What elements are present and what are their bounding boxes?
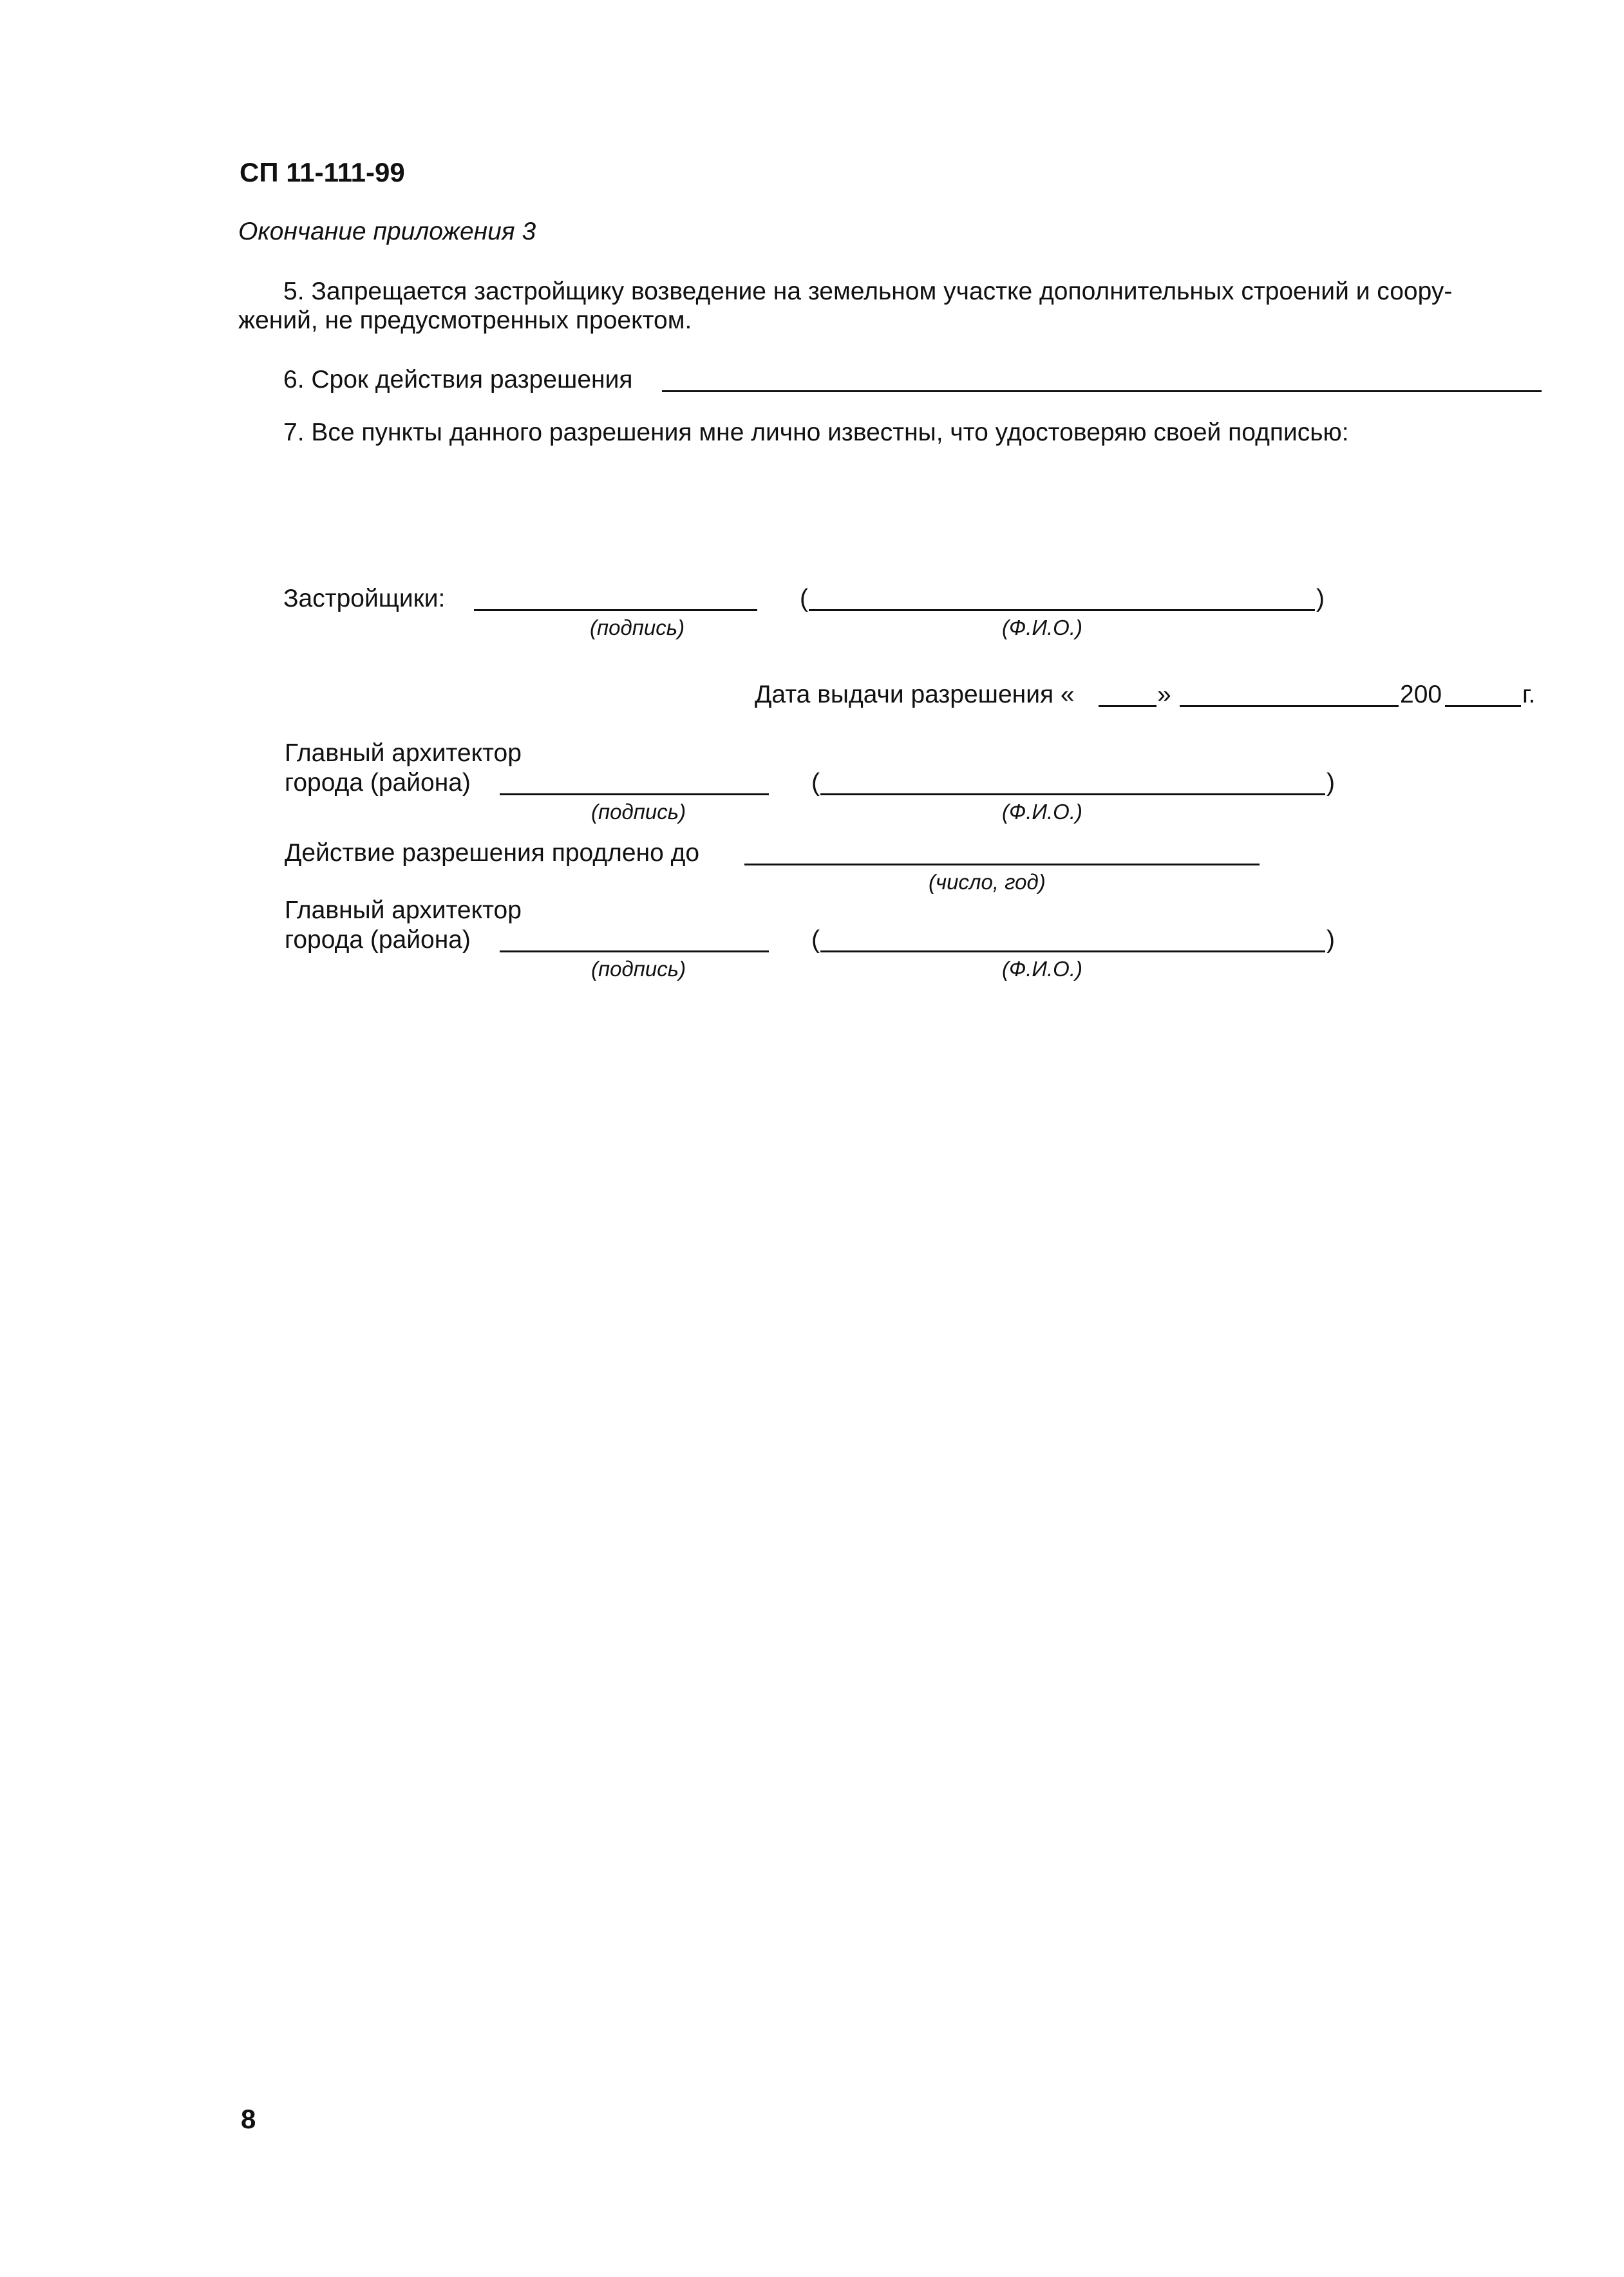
issue-year-suffix: г. xyxy=(1522,681,1536,708)
extension-caption: (число, год) xyxy=(929,870,1046,894)
developers-signature-caption: (подпись) xyxy=(590,616,685,639)
extension-label: Действие разрешения продлено до xyxy=(285,839,700,867)
developers-name-caption: (Ф.И.О.) xyxy=(1002,616,1082,639)
chief-architect-2-close-paren: ) xyxy=(1327,926,1335,954)
permit-term-field[interactable] xyxy=(662,390,1542,392)
chief-architect-2-label-line-1: Главный архитектор xyxy=(285,896,522,924)
chief-architect-1-label-line-2: города (района) xyxy=(285,769,471,797)
developers-open-paren: ( xyxy=(800,585,808,612)
extension-date-field[interactable] xyxy=(744,864,1260,865)
item-5-line-1: 5. Запрещается застройщику возведение на земельном участке дополнительных строений и соору- xyxy=(283,278,1453,305)
chief-architect-2-name-field[interactable] xyxy=(820,950,1325,952)
developers-close-paren: ) xyxy=(1316,585,1325,612)
chief-architect-1-label-line-1: Главный архитектор xyxy=(285,739,522,767)
chief-architect-1-close-paren: ) xyxy=(1327,769,1335,797)
issue-year-prefix: 200 xyxy=(1400,681,1442,708)
chief-architect-2-signature-caption: (подпись) xyxy=(591,957,686,981)
chief-architect-1-open-paren: ( xyxy=(811,769,820,797)
issue-year-field[interactable] xyxy=(1445,705,1521,707)
developers-signature-field[interactable] xyxy=(474,609,757,611)
developers-name-field[interactable] xyxy=(809,609,1315,611)
page-number: 8 xyxy=(241,2104,256,2134)
issue-date-quote-close: » xyxy=(1157,681,1171,708)
chief-architect-1-signature-field[interactable] xyxy=(500,793,769,795)
chief-architect-2-signature-field[interactable] xyxy=(500,950,769,952)
issue-month-field[interactable] xyxy=(1180,705,1399,707)
issue-day-field[interactable] xyxy=(1099,705,1157,707)
document-code: СП 11-111-99 xyxy=(240,157,405,187)
chief-architect-2-name-caption: (Ф.И.О.) xyxy=(1002,957,1082,981)
chief-architect-2-open-paren: ( xyxy=(811,926,820,954)
item-7-text: 7. Все пункты данного разрешения мне лично известны, что удостоверяю своей подписью: xyxy=(283,419,1349,446)
item-6-label: 6. Срок действия разрешения xyxy=(283,366,633,393)
chief-architect-1-name-field[interactable] xyxy=(820,793,1325,795)
chief-architect-1-signature-caption: (подпись) xyxy=(591,800,686,824)
chief-architect-2-label-line-2: города (района) xyxy=(285,926,471,954)
issue-date-label: Дата выдачи разрешения « xyxy=(755,681,1075,708)
appendix-note: Окончание приложения 3 xyxy=(238,218,536,245)
item-5-line-2: жений, не предусмотренных проектом. xyxy=(238,307,692,334)
developers-label: Застройщики: xyxy=(283,585,446,612)
chief-architect-1-name-caption: (Ф.И.О.) xyxy=(1002,800,1082,824)
